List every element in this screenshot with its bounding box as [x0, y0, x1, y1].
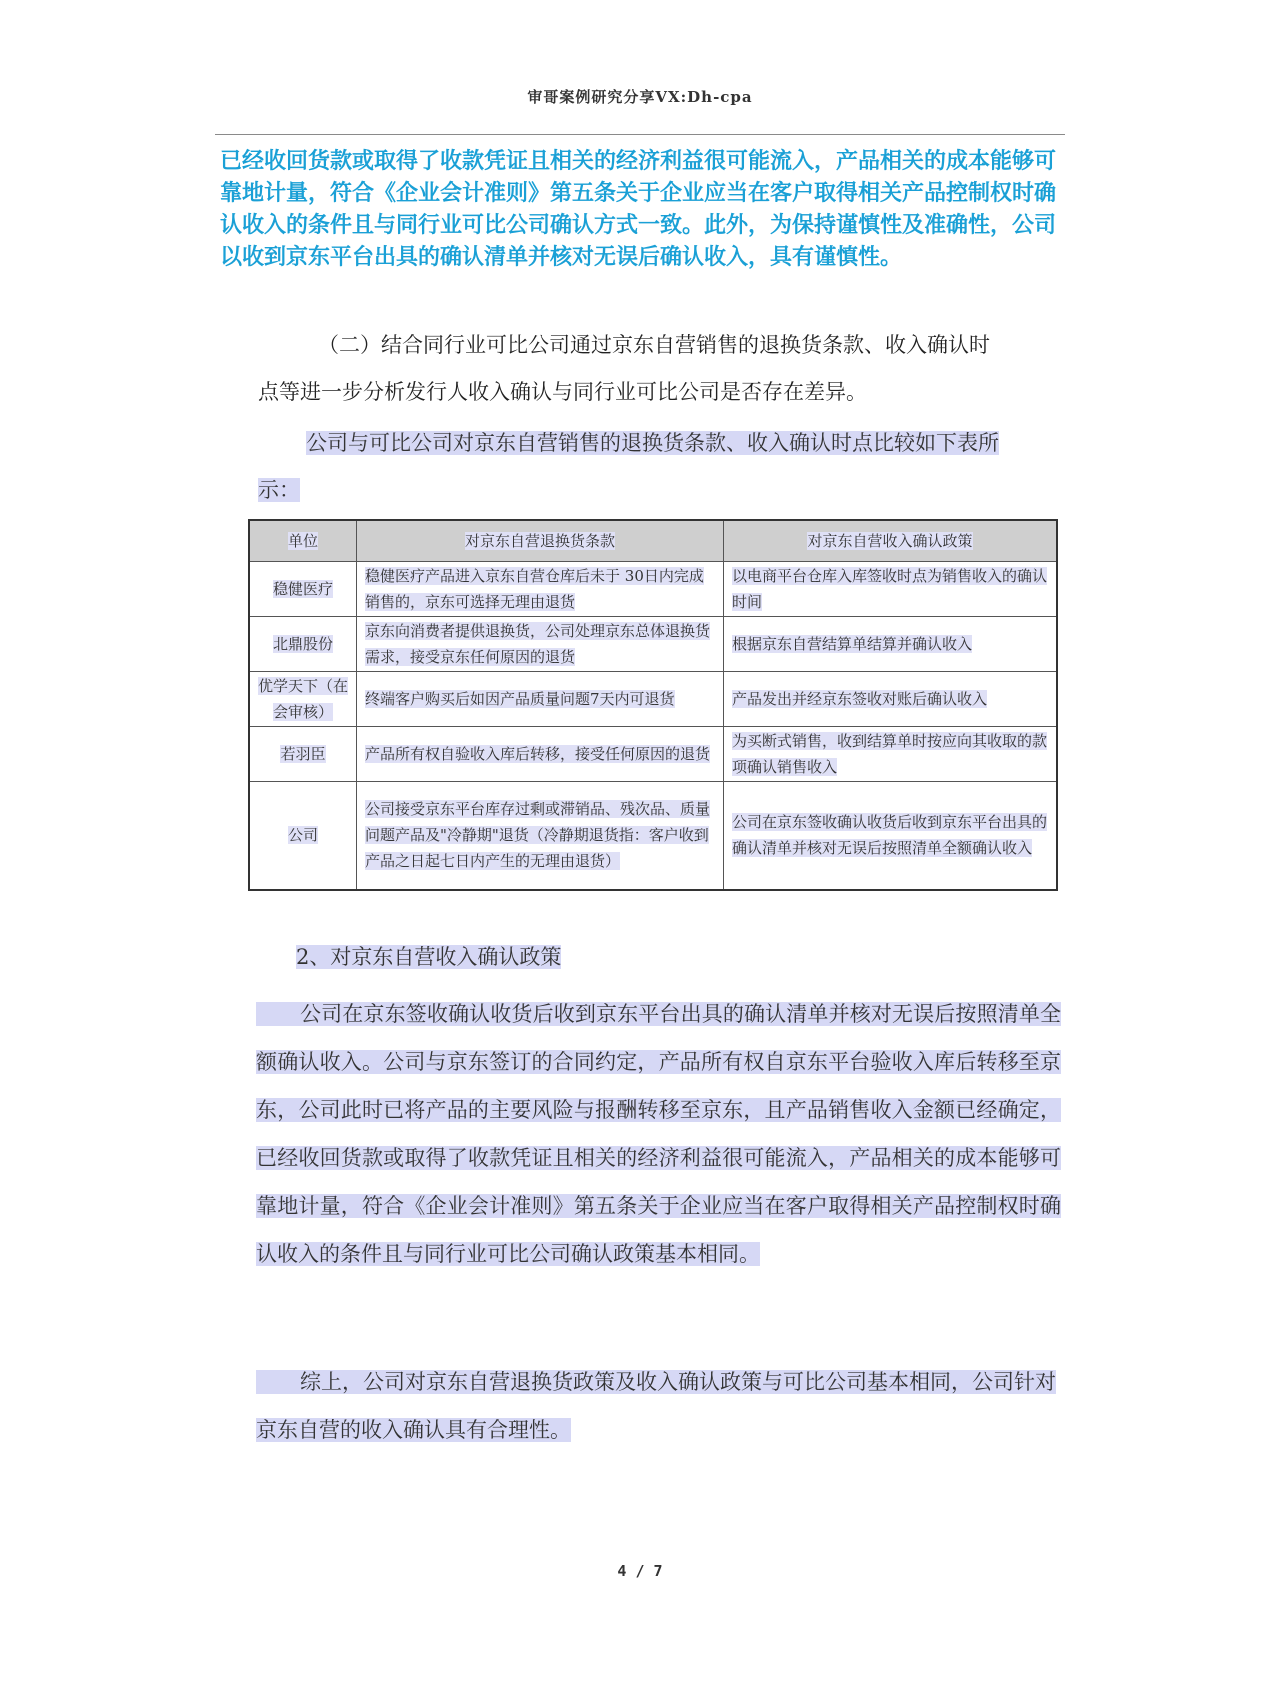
- cell-unit: 优学天下（在会审核）: [249, 672, 357, 727]
- cell-revenue-policy: 为买断式销售，收到结算单时按应向其收取的款项确认销售收入: [724, 727, 1058, 782]
- cell-return-policy: 京东向消费者提供退换货，公司处理京东总体退换货需求，接受京东任何原因的退货: [357, 617, 724, 672]
- summary-paragraph: 综上，公司对京东自营退换货政策及收入确认政策与可比公司基本相同，公司针对京东自营的收入确认具有合理性。: [256, 1370, 1056, 1442]
- sub-heading-line2: 点等进一步分析发行人收入确认与同行业可比公司是否存在差异。: [258, 380, 867, 404]
- cell-unit: 公司: [249, 782, 357, 890]
- header-divider: [215, 134, 1065, 135]
- cell-return-policy: 公司接受京东平台库存过剩或滞销品、残次品、质量问题产品及"冷静期"退货（冷静期退货指：客户收到产品之日起七日内产生的无理由退货）: [357, 782, 724, 890]
- table-row: [249, 562, 1057, 617]
- cell-revenue-policy: 产品发出并经京东签收对账后确认收入: [724, 672, 1058, 727]
- section2-title: 2、对京东自营收入确认政策: [296, 945, 562, 969]
- cell-unit: 北鼎股份: [249, 617, 357, 672]
- cell-return-policy: 产品所有权自验收入库后转移，接受任何原因的退货: [357, 727, 724, 782]
- page-number: 4 / 7: [617, 1562, 663, 1580]
- cell-unit: 稳健医疗: [249, 562, 357, 617]
- table-intro-line2: 示：: [258, 478, 300, 502]
- table-intro-line1: 公司与可比公司对京东自营销售的退换货条款、收入确认时点比较如下表所: [306, 431, 999, 455]
- header-return-policy: 对京东自营退换货条款: [357, 520, 724, 562]
- comparison-table: [248, 519, 1058, 891]
- table-row: [249, 617, 1057, 672]
- table-header-row: [249, 520, 1057, 562]
- sub-heading-line1: （二）结合同行业可比公司通过京东自营销售的退换货条款、收入确认时: [318, 333, 990, 357]
- cell-revenue-policy: 根据京东自营结算单结算并确认收入: [724, 617, 1058, 672]
- header-unit: 单位: [249, 520, 357, 562]
- cell-return-policy: 稳健医疗产品进入京东自营仓库后未于 30日内完成销售的，京东可选择无理由退货: [357, 562, 724, 617]
- table-intro: [258, 420, 1058, 514]
- table-row: [249, 782, 1057, 890]
- sub-heading: [258, 322, 1058, 416]
- cell-revenue-policy: 以电商平台仓库入库签收时点为销售收入的确认时间: [724, 562, 1058, 617]
- cell-return-policy: 终端客户购买后如因产品质量问题7天内可退货: [357, 672, 724, 727]
- table-row: [249, 672, 1057, 727]
- header-revenue-policy: 对京东自营收入确认政策: [724, 520, 1058, 562]
- blue-paragraph: 已经收回货款或取得了收款凭证且相关的经济利益很可能流入，产品相关的成本能够可靠地计量，符合《企业会计准则》第五条关于企业应当在客户取得相关产品控制权时确认收入的条件且与同行业可比公司确认方式一致。此外，为保持谨慎性及准确性，公司以收到京东平台出具的确认清单并核对无误后确认收入，具有谨慎性。: [220, 149, 1057, 270]
- page-header: 审哥案例研究分享VX:Dh-cpa: [527, 88, 753, 106]
- cell-revenue-policy: 公司在京东签收确认收货后收到京东平台出具的确认清单并核对无误后按照清单全额确认收入: [724, 782, 1058, 890]
- cell-unit: 若羽臣: [249, 727, 357, 782]
- table-row: [249, 727, 1057, 782]
- section2-body: 公司在京东签收确认收货后收到京东平台出具的确认清单并核对无误后按照清单全额确认收入。公司与京东签订的合同约定，产品所有权自京东平台验收入库后转移至京东，公司此时已将产品的主要风险与报酬转移至京东，且产品销售收入金额已经确定，已经收回货款或取得了收款凭证且相关的经济利益很可能流入，产品相关的成本能够可靠地计量，符合《企业会计准则》第五条关于企业应当在客户取得相关产品控制权时确认收入的条件且与同行业可比公司确认政策基本相同。: [256, 1002, 1061, 1266]
